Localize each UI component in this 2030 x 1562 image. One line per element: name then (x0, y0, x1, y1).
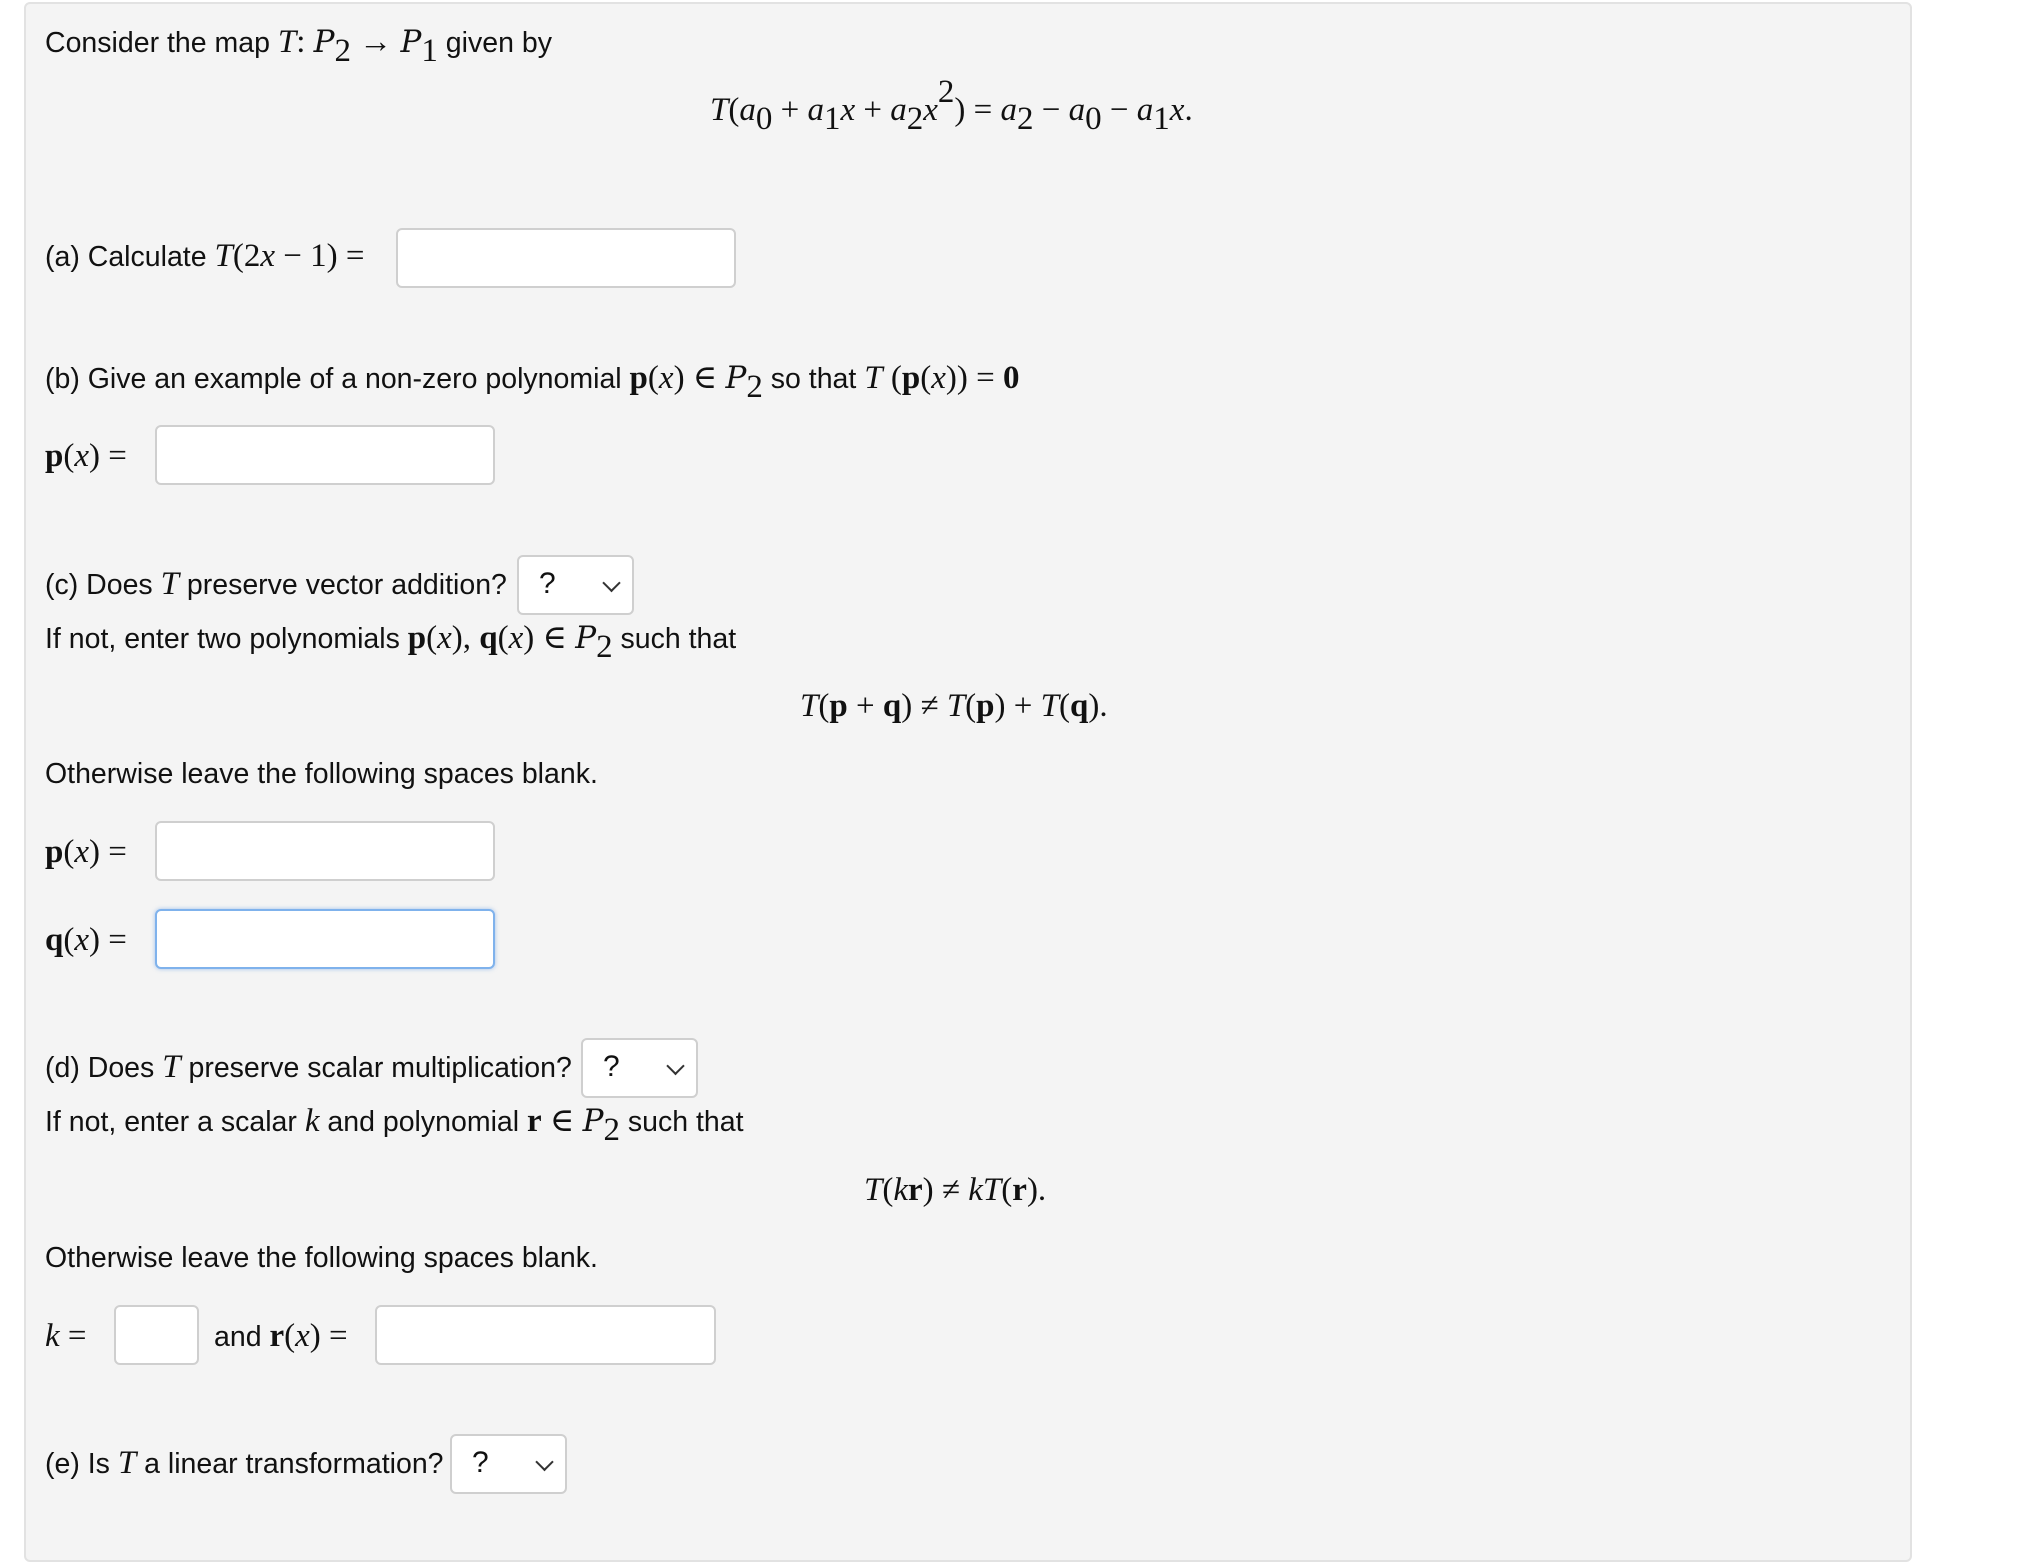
part-d-select[interactable] (581, 1038, 698, 1098)
part-c-q-input[interactable] (155, 909, 495, 969)
part-c-inequality: T(p + q) ≠ T(p) + T(q). (800, 688, 1108, 724)
part-a-answer-input[interactable] (396, 228, 736, 288)
part-b-p-input[interactable] (155, 425, 495, 485)
part-c-p-input[interactable] (155, 821, 495, 881)
chevron-down-icon (535, 1453, 553, 1471)
part-e-select-value: ? (472, 1446, 489, 1479)
part-e-select[interactable] (450, 1434, 567, 1494)
chevron-down-icon (602, 574, 620, 592)
part-d-question: (d) Does T preserve scalar multiplication? (45, 1049, 572, 1085)
part-b-p-label: p(x) = (45, 438, 127, 474)
part-c-select-value: ? (539, 567, 556, 600)
part-c-p-label: p(x) = (45, 834, 127, 870)
chevron-down-icon (666, 1057, 684, 1075)
part-a-label: (a) Calculate T(2x − 1) = (45, 238, 365, 274)
part-c-select[interactable] (517, 555, 634, 615)
part-d-select-value: ? (603, 1050, 620, 1083)
intro-text: Consider the map T: $P_2 \to P_1$ given by (45, 24, 552, 70)
part-c-q-label: q(x) = (45, 922, 127, 958)
part-d-k-input[interactable] (114, 1305, 199, 1365)
part-e-question: (e) Is T a linear transformation? (45, 1445, 444, 1481)
part-d-inequality: T(kr) ≠ kT(r). (864, 1172, 1047, 1208)
part-d-k-label: k = (45, 1318, 87, 1354)
part-d-r-input[interactable] (375, 1305, 716, 1365)
part-c-ifnot: If not, enter two polynomials p(x), q(x) ∈ $P_2$ such that (45, 620, 737, 666)
part-d-otherwise: Otherwise leave the following spaces blank. (45, 1242, 598, 1274)
map-definition: $T(a_0 + a_1x + a_2x^2) = a_2 - a_0 - a_1x$. (710, 73, 1193, 138)
part-b-label: (b) Give an example of a non-zero polynomial p(x) ∈ $P_2$ so that T (p(x)) = 0 (45, 360, 1020, 406)
part-c-question: (c) Does T preserve vector addition? (45, 566, 507, 602)
part-c-otherwise: Otherwise leave the following spaces blank. (45, 758, 598, 790)
part-d-r-label: and r(x) = (214, 1318, 348, 1354)
part-d-ifnot: If not, enter a scalar k and polynomial r ∈ $P_2$ such that (45, 1103, 744, 1149)
